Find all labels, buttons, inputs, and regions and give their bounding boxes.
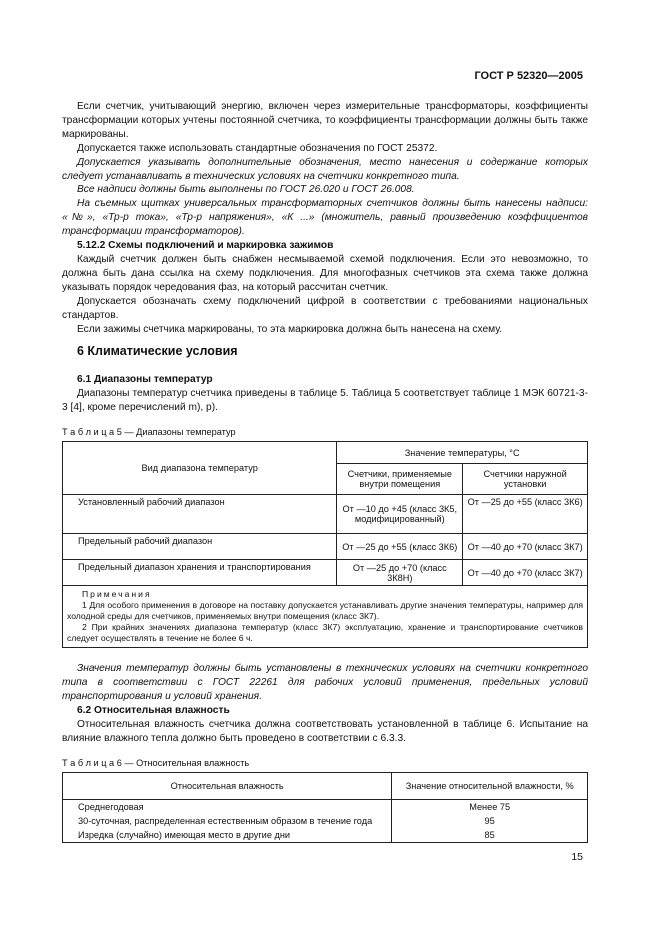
paragraph: Значения температур должны быть установлены в технических условиях на счетчики конкретного типа в соответствии с ГОСТ 22261 для рабочих условий применения, предельных условий транспортирования и условий хранения. xyxy=(62,663,588,702)
paragraph: На съемных щитках универсальных трансформаторных счетчиков должны быть нанесены надписи: «№», «Тр-р тока», «Тр-р напряжения», «К ...» (множитель, равный произведению коэффициентов трансформации трансформаторов). xyxy=(62,198,588,238)
table5-cell-inside: От —25 до +70 (класс 3К8Н) xyxy=(337,560,463,586)
paragraph: Если счетчик, учитывающий энергию, включен через измерительные трансформаторы, коэффициенты трансформации которых учтены постоянной счетчика, то коэффициенты трансформации должны быть также маркированы. xyxy=(62,101,588,140)
table5-cell-kind: Предельный рабочий диапазон xyxy=(63,534,337,560)
table6-header-humidity: Относительная влажность xyxy=(63,773,392,800)
text-block-temperature xyxy=(62,373,588,415)
paragraph: Допускается также использовать стандартные обозначения по ГОСТ 25372. xyxy=(77,142,438,154)
table5-notes xyxy=(63,586,588,648)
table-row xyxy=(63,828,588,843)
table-row xyxy=(63,560,588,586)
subsection-heading: 6.2 Относительная влажность xyxy=(77,704,230,716)
table5-caption-text: — Диапазоны температур xyxy=(121,427,236,437)
table-row xyxy=(63,814,588,828)
table5-caption-prefix: Т а б л и ц а 5 xyxy=(62,427,122,437)
table5-cell-outside: От —25 до +55 (класс 3К6) xyxy=(463,495,588,534)
paragraph: Если зажимы счетчика маркированы, то эта маркировка должна быть нанесена на схему. xyxy=(77,323,503,335)
paragraph: Каждый счетчик должен быть снабжен несмываемой схемой подключения. Если это невозможно, то должна быть дана ссылка на схему подключения. Для многофазных счетчиков эта схема также должна указывать порядок чередования фаз, на который рассчитан счетчик. xyxy=(62,253,588,293)
table5-cell-kind: Предельный диапазон хранения и транспортирования xyxy=(63,560,337,586)
paragraph: Допускается обозначать схему подключений цифрой в соответствии с требованиями национальных стандартов. xyxy=(62,295,588,321)
paragraph: Допускается указывать дополнительные обозначения, место нанесения и содержание которых следует устанавливать в технических условиях на счетчики конкретного типа. xyxy=(62,156,588,182)
table-row xyxy=(63,495,588,534)
table6-caption-text: — Относительная влажность xyxy=(121,758,250,768)
paragraph: Относительная влажность счетчика должна соответствовать установленной в таблице 6. Испытание на влияние влажного тепла должно быть проведено в соответствии с 6.3.3. xyxy=(62,718,588,744)
table5-cell-kind: Установленный рабочий диапазон xyxy=(63,495,337,534)
paragraph: Диапазоны температур счетчика приведены в таблице 5. Таблица 5 соответствует таблице 1 МЭК 60721-3-3 [4], кроме перечислений m), p). xyxy=(62,387,588,413)
table6-cell-value: Менее 75 xyxy=(392,800,588,815)
table6-caption-prefix: Т а б л и ц а 6 xyxy=(62,758,122,768)
table6-cell-label: 30-суточная, распределенная естественным образом в течение года xyxy=(63,814,392,828)
table5-header-kind: Вид диапазона температур xyxy=(63,442,337,495)
document-header: ГОСТ Р 52320—2005 xyxy=(474,70,583,82)
table-row xyxy=(63,800,588,815)
subsection-heading: 5.12.2 Схемы подключений и маркировка зажимов xyxy=(77,240,334,252)
table6-cell-label: Среднегодовая xyxy=(63,800,392,815)
table-row xyxy=(63,534,588,560)
table5-notes-cell xyxy=(63,586,588,648)
table5-cell-outside: От —40 до +70 (класс 3К7) xyxy=(463,534,588,560)
table5-cell-inside: От —25 до +55 (класс 3К6) xyxy=(337,534,463,560)
section-title: 6 Климатические условия xyxy=(77,344,238,358)
table6-cell-value: 85 xyxy=(392,828,588,843)
table6-caption xyxy=(62,758,249,768)
table5-caption xyxy=(62,427,236,437)
page-number: 15 xyxy=(571,851,583,863)
table6 xyxy=(62,772,588,843)
note-item: 2 При крайних значениях диапазона температур (класс 3К7) эксплуатацию, хранение и транспортирование счетчиков следует осуществлять в течение не более 6 ч. xyxy=(67,622,583,643)
text-block-humidity xyxy=(62,662,588,745)
table5-header-inside: Счетчики, применяемые внутри помещения xyxy=(337,464,463,495)
note-item: 1 Для особого применения в договоре на поставку допускается устанавливать другие значения температуры, например для холодной среды для счетчиков, применяемых внутри помещения (класс 3К7). xyxy=(67,600,583,621)
table5-cell-inside: От —10 до +45 (класс 3К5, модифицированный) xyxy=(337,495,463,534)
text-block-marking xyxy=(62,100,588,336)
table5 xyxy=(62,441,588,648)
table6-cell-value: 95 xyxy=(392,814,588,828)
table5-header-value: Значение температуры, °С xyxy=(337,442,588,464)
table5-header-outside: Счетчики наружной установки xyxy=(463,464,588,495)
table5-cell-outside: От —40 до +70 (класс 3К7) xyxy=(463,560,588,586)
paragraph: Все надписи должны быть выполнены по ГОСТ 26.020 и ГОСТ 26.008. xyxy=(77,184,415,196)
table6-header-value: Значение относительной влажности, % xyxy=(392,773,588,800)
notes-heading: Примечания xyxy=(82,589,152,599)
subsection-heading: 6.1 Диапазоны температур xyxy=(77,374,213,385)
table6-cell-label: Изредка (случайно) имеющая место в другие дни xyxy=(63,828,392,843)
